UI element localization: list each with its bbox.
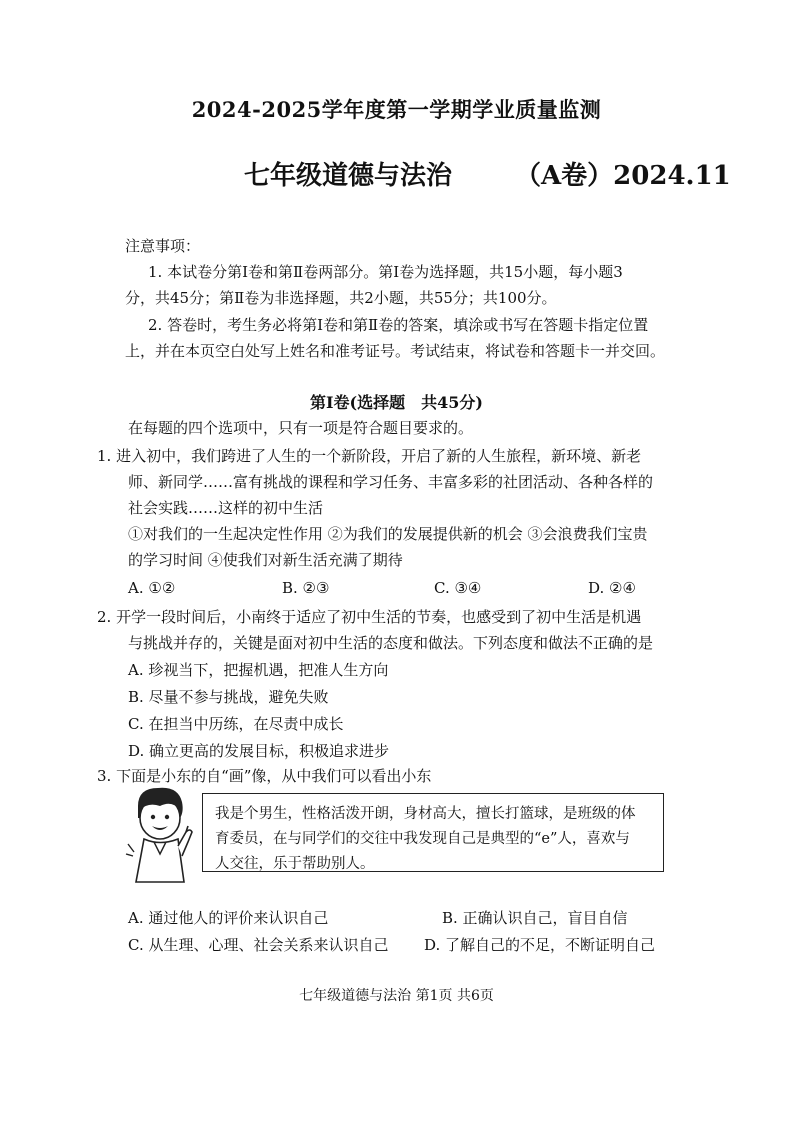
q1-option-b: B. ②③ — [282, 579, 330, 597]
self-portrait-textbox — [202, 793, 664, 872]
exam-title: 2024-2025学年度第一学期学业质量监测 — [191, 97, 602, 122]
box-line-3: 人交往，乐于帮助别人。 — [215, 856, 375, 872]
q3-line-1: 3. 下面是小东的自“画”像，从中我们可以看出小东 — [97, 767, 432, 785]
q3-option-c: C. 从生理、心理、社会关系来认识自己 — [128, 936, 389, 954]
q3-option-d: D. 了解自己的不足，不断证明自己 — [424, 936, 656, 954]
q3-option-a: A. 通过他人的评价来认识自己 — [128, 909, 329, 927]
q2-option-a: A. 珍视当下，把握机遇，把准人生方向 — [128, 661, 389, 679]
notice-line-4: 上，并在本页空白处写上姓名和准考证号。考试结束，将试卷和答题卡一并交回。 — [125, 342, 666, 360]
q3-option-b: B. 正确认识自己，盲目自信 — [442, 909, 628, 927]
notice-line-1: 1. 本试卷分第Ⅰ卷和第Ⅱ卷两部分。第Ⅰ卷为选择题，共15小题，每小题3 — [148, 263, 623, 281]
box-line-1: 我是个男生，性格活泼开朗，身材高大，擅长打篮球，是班级的体 — [215, 806, 636, 822]
box-line-2: 育委员，在与同学们的交往中我发现自己是典型的“e”人，喜欢与 — [215, 831, 630, 847]
q2-line-1: 2. 开学一段时间后，小南终于适应了初中生活的节奏，也感受到了初中生活是机遇 — [97, 608, 642, 626]
notice-heading: 注意事项： — [125, 237, 201, 255]
paper-version-date: （A卷）2024.11 — [515, 161, 731, 191]
q2-option-c: C. 在担当中历练，在尽责中成长 — [128, 715, 344, 733]
q1-line-4: ①对我们的一生起决定性作用 ②为我们的发展提供新的机会 ③会浪费我们宝贵 — [128, 525, 648, 543]
q1-option-d: D. ②④ — [588, 579, 636, 597]
page-footer: 七年级道德与法治 第1页 共6页 — [299, 988, 494, 1004]
notice-line-3: 2. 答卷时，考生务必将第Ⅰ卷和第Ⅱ卷的答案，填涂或书写在答题卡指定位置 — [148, 316, 649, 334]
section-instruction: 在每题的四个选项中，只有一项是符合题目要求的。 — [128, 419, 474, 437]
q1-option-c: C. ③④ — [434, 579, 482, 597]
q2-option-d: D. 确立更高的发展目标，积极追求进步 — [128, 742, 390, 760]
q2-option-b: B. 尽量不参与挑战，避免失败 — [128, 688, 329, 706]
q2-line-2: 与挑战并存的，关键是面对初中生活的态度和做法。下列态度和做法不正确的是 — [128, 634, 654, 652]
q1-line-1: 1. 进入初中，我们跨进了人生的一个新阶段，开启了新的人生旅程，新环境、新老 — [97, 447, 642, 465]
q1-line-5: 的学习时间 ④使我们对新生活充满了期待 — [128, 551, 403, 569]
subject-title: 七年级道德与法治 — [244, 161, 453, 191]
section-title: 第Ⅰ卷(选择题 共45分) — [310, 393, 483, 412]
q1-option-a: A. ①② — [128, 579, 176, 597]
student-illustration — [124, 784, 198, 884]
notice-line-2: 分，共45分；第Ⅱ卷为非选择题，共2小题，共55分；共100分。 — [125, 289, 557, 307]
q1-line-3: 社会实践……这样的初中生活 — [128, 499, 324, 517]
q1-line-2: 师、新同学……富有挑战的课程和学习任务、丰富多彩的社团活动、各种各样的 — [128, 473, 654, 491]
